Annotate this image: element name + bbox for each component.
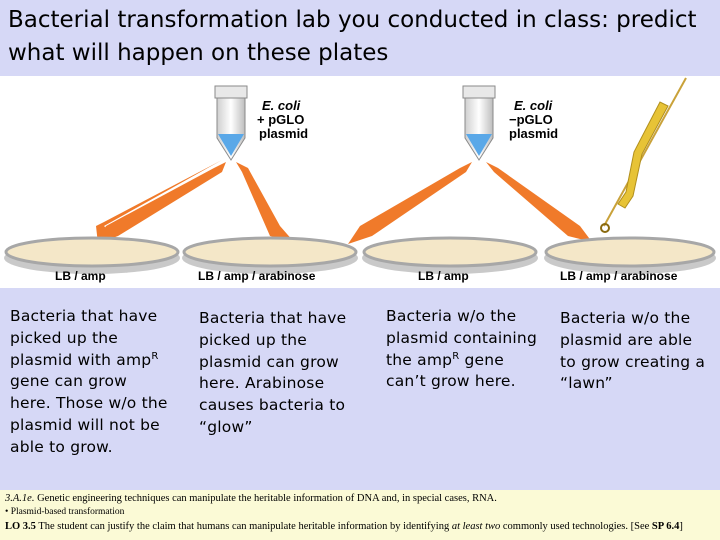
col-4-text: Bacteria w/o the plasmid are able to grow creating a “lawn” [560,309,706,393]
inoculating-loop-icon [601,78,686,232]
col-3-text: Bacteria w/o the plasmid containing the amp$^R$ gene can’t grow here. [386,307,537,391]
plate-2-label: LB / amp / arabinose [198,269,316,283]
col-1-text: Bacteria that have picked up the plasmid with amp$^R$ gene can grow here. Those w/o the plasmid will not be able to grow. [10,307,168,456]
plates-illustration [0,76,720,288]
footer-line-3: LO 3.5 The student can justify the claim that humans can manipulate heritable information by identifying at least two commonly used technologies. [See SP 6.4] [5,521,683,532]
transformation-figure [0,76,720,288]
tube-right-icon [463,86,495,160]
slide-title: Bacterial transformation lab you conducted in class: predict what will happen on these plates [8,7,697,66]
col-2-text: Bacteria that have picked up the plasmid can grow here. Arabinose causes bacteria to “glow” [199,309,347,436]
standards-footer [0,490,720,540]
plate-1-label: LB / amp [55,269,106,283]
tube-left-label-1: E. coli [262,98,301,113]
tube-right-label-2: −pGLO [509,112,553,127]
footer-line-2: • Plasmid-based transformation [5,507,125,517]
footer-line-1: 3.A.1e. Genetic engineering techniques can manipulate the heritable information of DNA and, in special cases, RNA. [5,493,497,504]
tube-right-label-1: E. coli [514,98,553,113]
tube-left-label-2: + pGLO [257,112,305,127]
tube-left-icon [215,86,247,160]
tube-right-label-3: plasmid [509,126,559,141]
tube-left-label-3: plasmid [259,126,309,141]
plate-4-label: LB / amp / arabinose [560,269,678,283]
arrows-icon [96,160,592,244]
plate-3-label: LB / amp [418,269,469,283]
